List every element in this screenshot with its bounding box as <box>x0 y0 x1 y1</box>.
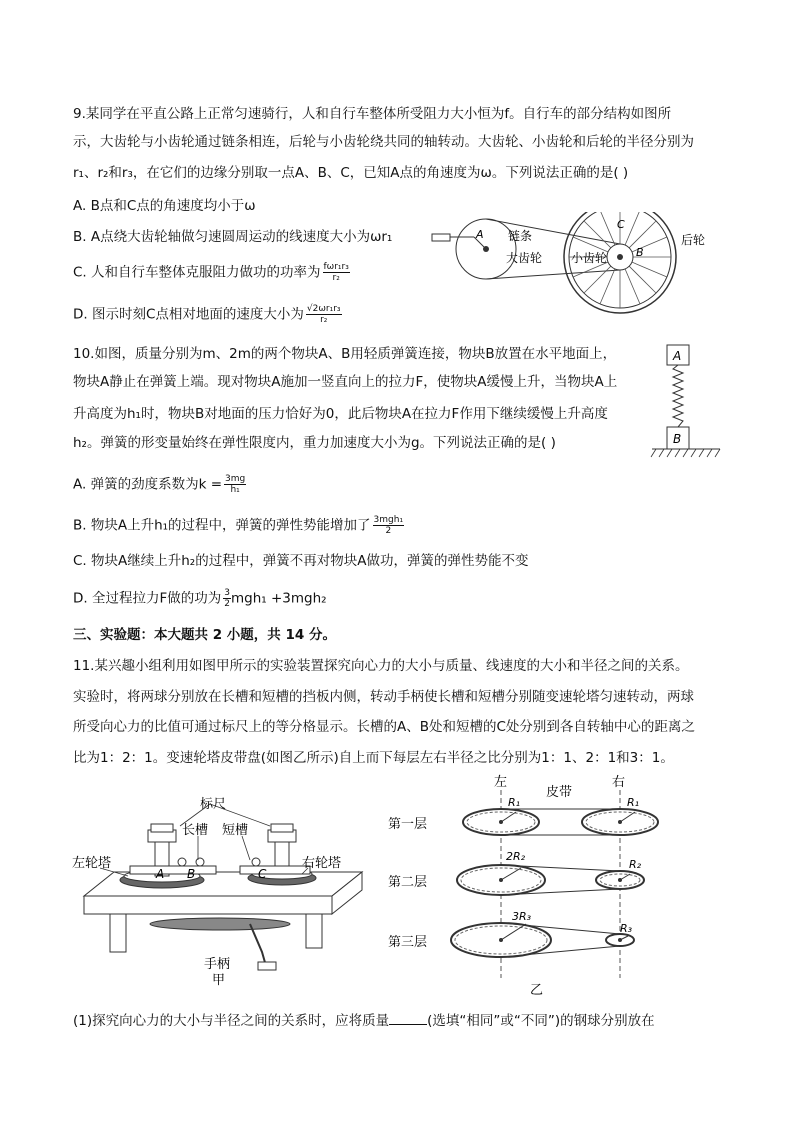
figure-a-label-a: A <box>156 867 165 881</box>
q10-option-d-tail: mgh₁ +3mgh₂ <box>230 590 327 607</box>
section-3-heading: 三、实验题：本大题共 2 小题，共 14 分。 <box>73 627 336 643</box>
q9-line1: 9.某同学在平直公路上正常匀速骑行，人和自行车整体所受阻力大小恒为f。自行车的部分结构如图所 <box>73 106 672 122</box>
q10-line2: 物块A静止在弹簧上端。现对物块A施加一竖直向上的拉力F，使物块A缓慢上升，当物块A上 <box>73 374 618 390</box>
q9-option-c[interactable] <box>73 262 350 283</box>
q9-line3: r₁、r₂和r₃，在它们的边缘分别取一点A、B、C，已知A点的角速度为ω。下列说法正确的是( ) <box>73 165 629 181</box>
q9-option-c-text: C. 人和自行车整体克服阻力做功的功率为 <box>73 264 321 281</box>
q11-sub1-answer-blank[interactable] <box>389 1010 427 1025</box>
figure-b-label-r1-right: R₁ <box>627 796 640 809</box>
q9-option-b[interactable]: B. A点绕大齿轮轴做匀速圆周运动的线速度大小为ωr₁ <box>73 229 393 245</box>
figure-a-label-b: B <box>187 867 196 881</box>
q10-line4: h₂。弹簧的形变量始终在弹性限度内，重力加速度大小为g。下列说法正确的是( ) <box>73 435 556 451</box>
figure-b-label-layer1: 第一层 <box>388 817 428 832</box>
q10-option-b[interactable] <box>73 515 404 536</box>
q11-sub1 <box>73 1010 655 1031</box>
q9-option-c-fraction: $\frac{\text{fωr₁r₃}}{\text{r₂}}$ <box>323 262 349 283</box>
q9-fig-label-big-gear: 大齿轮 <box>506 251 543 265</box>
q10-option-b-text: B. 物块A上升h₁的过程中，弹簧的弹性势能增加了 <box>73 517 371 534</box>
q10-option-d-fraction: $\frac{3}{2}$ <box>224 588 230 609</box>
spring-block-diagram <box>648 343 722 463</box>
figure-b-label-r1-left: R₁ <box>508 796 521 809</box>
figure-b-label-layer2: 第二层 <box>388 875 428 890</box>
q11-line1: 11.某兴趣小组利用如图甲所示的实验装置探究向心力的大小与质量、线速度的大小和半径之间的关系。 <box>73 658 689 674</box>
figure-a-label-left-tower: 左轮塔 <box>72 856 112 871</box>
figure-b-label-2r2: 2R₂ <box>506 850 526 863</box>
figure-b-label-left: 左 <box>494 775 508 790</box>
q10-option-d[interactable] <box>73 588 327 609</box>
q9-option-d-fraction: $\frac{\text{√2ωr₁r₃}}{\text{r₂}}$ <box>306 304 341 325</box>
q9-fig-label-rear: 后轮 <box>681 233 706 247</box>
bicycle-diagram <box>428 212 728 344</box>
figure-a-label-ruler: 标尺 <box>200 797 227 812</box>
q11-sub1-text: (1)探究向心力的大小与半径之间的关系时，应将质量 <box>73 1013 390 1029</box>
q9-line2: 示，大齿轮与小齿轮通过链条相连，后轮与小齿轮绕共同的轴转动。大齿轮、小齿轮和后轮的半径分别为 <box>73 134 694 150</box>
q9-fig-label-c: C <box>617 218 625 231</box>
q11-line4: 比为1：2：1。变速轮塔皮带盘(如图乙所示)自上而下每层左右半径之比分别为1：1、2：1和3：1。 <box>73 750 674 766</box>
q10-option-b-fraction: $\frac{\text{3mgh₁}}{2}$ <box>373 515 404 536</box>
q9-fig-label-small-gear: 小齿轮 <box>571 251 608 265</box>
q9-option-a[interactable]: A. B点和C点的角速度均小于ω <box>73 198 256 214</box>
figure-b-label-belt: 皮带 <box>546 785 573 800</box>
q9-fig-label-b: B <box>636 246 644 259</box>
q10-option-d-text: D. 全过程拉力F做的功为 <box>73 590 222 607</box>
pulley-layers-figure <box>386 772 686 998</box>
figure-a-label-right-tower: 右轮塔 <box>302 856 342 871</box>
q9-option-d[interactable] <box>73 304 342 325</box>
q9-option-d-text: D. 图示时刻C点相对地面的速度大小为 <box>73 306 304 323</box>
q11-line3: 所受向心力的比值可通过标尺上的等分格显示。长槽的A、B处和短槽的C处分别到各自转轴中心的距离之 <box>73 719 695 735</box>
q10-fig-label-b: B <box>673 432 682 446</box>
q11-line2: 实验时，将两球分别放在长槽和短槽的挡板内侧，转动手柄使长槽和短槽分别随变速轮塔匀速转动，两球 <box>73 689 694 705</box>
figure-b-label-3r3: 3R₃ <box>512 910 532 923</box>
figure-b-label-right: 右 <box>612 775 626 790</box>
figure-a-label-handle: 手柄 <box>204 957 231 972</box>
q9-fig-label-chain: 链条 <box>508 229 533 243</box>
q10-line3: 升高度为h₁时，物块B对地面的压力恰好为0，此后物块A在拉力F作用下继续缓慢上升高度 <box>73 406 608 422</box>
q9-fig-label-a: A <box>476 228 484 241</box>
figure-b-label-r2: R₂ <box>629 858 642 871</box>
q10-fig-label-a: A <box>673 349 682 363</box>
figure-a-label-short-slot: 短槽 <box>222 823 249 838</box>
q10-option-a-fraction: $\frac{3mg}{\text{h₁}}$ <box>225 474 246 495</box>
q10-option-a[interactable] <box>73 474 246 495</box>
figure-b-caption: 乙 <box>530 983 544 998</box>
centripetal-apparatus-figure <box>70 796 370 986</box>
q10-line1: 10.如图，质量分别为m、2m的两个物块A、B用轻质弹簧连接，物块B放置在水平地面上， <box>73 346 617 362</box>
figure-b-label-r3: R₃ <box>620 922 633 935</box>
figure-a-caption: 甲 <box>212 973 226 986</box>
figure-a-label-long-slot: 长槽 <box>182 823 209 838</box>
q10-option-c[interactable]: C. 物块A继续上升h₂的过程中，弹簧不再对物块A做功，弹簧的弹性势能不变 <box>73 553 529 569</box>
q11-sub1-text-tail: (选填“相同”或“不同”)的钢球分别放在 <box>427 1013 655 1029</box>
q10-option-a-text: A. 弹簧的劲度系数为k = <box>73 476 223 493</box>
figure-a-label-c: C <box>258 867 267 881</box>
figure-b-label-layer3: 第三层 <box>388 935 428 950</box>
